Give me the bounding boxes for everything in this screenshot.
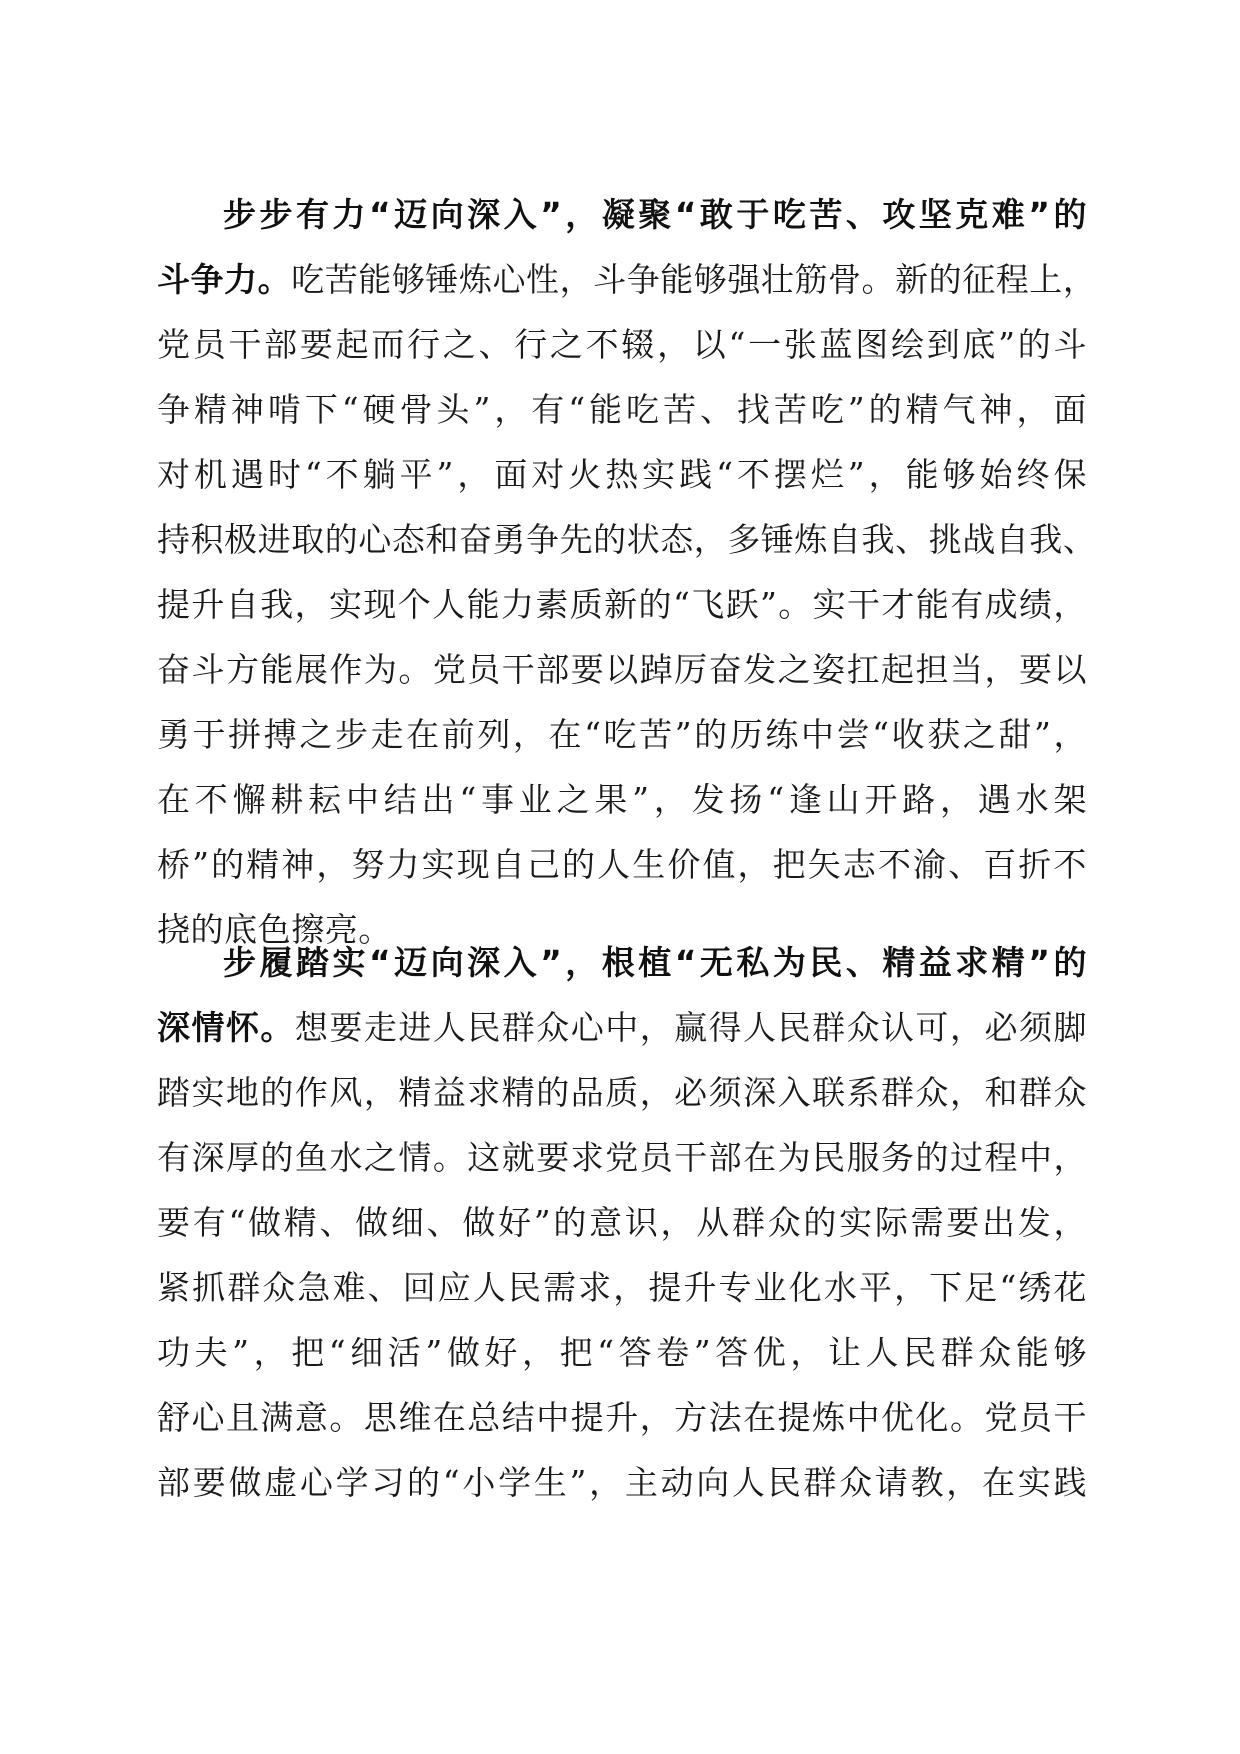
text-line (157, 767, 1087, 832)
paragraph-deep-feelings (157, 930, 1087, 1515)
line-text: 奋斗方能展作为。党员干部要以踔厉奋发之姿扛起担当，要以 (157, 650, 1087, 689)
line-text: 勇于拼搏之步走在前列，在“吃苦”的历练中尝“收获之甜”， (157, 715, 1087, 754)
text-line (157, 1450, 1087, 1515)
paragraph-heading: 步步有力“迈向深入”，凝聚“敢于吃苦、攻坚克难”的 (223, 195, 1087, 234)
text-line (157, 377, 1087, 442)
text-line (157, 247, 1097, 312)
line-text: 要有“做精、做细、做好”的意识，从群众的实际需要出发， (157, 1203, 1087, 1242)
text-line (157, 1125, 1087, 1190)
text-line (157, 1255, 1087, 1320)
text-line (157, 1385, 1087, 1450)
text-line (157, 1190, 1087, 1255)
line-text: 想要走进人民群众心中，赢得人民群众认可，必须脚 (294, 1008, 1087, 1047)
text-line (157, 702, 1087, 767)
line-text: 功夫”，把“细活”做好，把“答卷”答优，让人民群众能够 (157, 1333, 1087, 1372)
text-line (157, 1060, 1087, 1125)
text-line (157, 507, 1097, 572)
line-text: 党员干部要起而行之、行之不辍，以“一张蓝图绘到底”的斗 (157, 325, 1087, 364)
text-line (157, 312, 1087, 377)
line-text: 踏实地的作风，精益求精的品质，必须深入联系群众，和群众 (157, 1073, 1087, 1112)
line-text: 吃苦能够锤炼心性，斗争能够强壮筋骨。新的征程上， (291, 260, 1097, 299)
line-text: 提升自我，实现个人能力素质新的“飞跃”。实干才能有成绩， (157, 585, 1087, 624)
line-text: 挠的底色擦亮。 (157, 910, 392, 949)
line-text: 争精神啃下“硬骨头”，有“能吃苦、找苦吃”的精气神，面 (157, 390, 1087, 429)
line-text: 对机遇时“不躺平”，面对火热实践“不摆烂”，能够始终保 (157, 455, 1087, 494)
text-line (157, 182, 1087, 247)
line-text: 在不懈耕耘中结出“事业之果”，发扬“逢山开路，遇水架 (157, 780, 1087, 819)
text-line (157, 832, 1087, 897)
text-line (157, 637, 1087, 702)
text-line (157, 572, 1087, 637)
line-text: 舒心且满意。思维在总结中提升，方法在提炼中优化。党员干 (157, 1398, 1087, 1437)
line-text: 紧抓群众急难、回应人民需求，提升专业化水平，下足“绣花 (157, 1268, 1087, 1307)
text-line (157, 930, 1087, 995)
paragraph-struggle-power (157, 182, 1097, 962)
text-line (157, 995, 1087, 1060)
line-text: 部要做虚心学习的“小学生”，主动向人民群众请教，在实践 (157, 1463, 1087, 1502)
paragraph-heading: 步履踏实“迈向深入”，根植“无私为民、精益求精”的 (223, 943, 1087, 982)
paragraph-heading: 深情怀。 (157, 1008, 295, 1047)
paragraph-heading: 斗争力。 (157, 260, 292, 299)
line-text: 持积极进取的心态和奋勇争先的状态，多锤炼自我、挑战自我、 (157, 520, 1097, 559)
line-text: 桥”的精神，努力实现自己的人生价值，把矢志不渝、百折不 (157, 845, 1087, 884)
text-line (157, 1320, 1087, 1385)
text-line (157, 442, 1087, 507)
line-text: 有深厚的鱼水之情。这就要求党员干部在为民服务的过程中， (157, 1138, 1087, 1177)
